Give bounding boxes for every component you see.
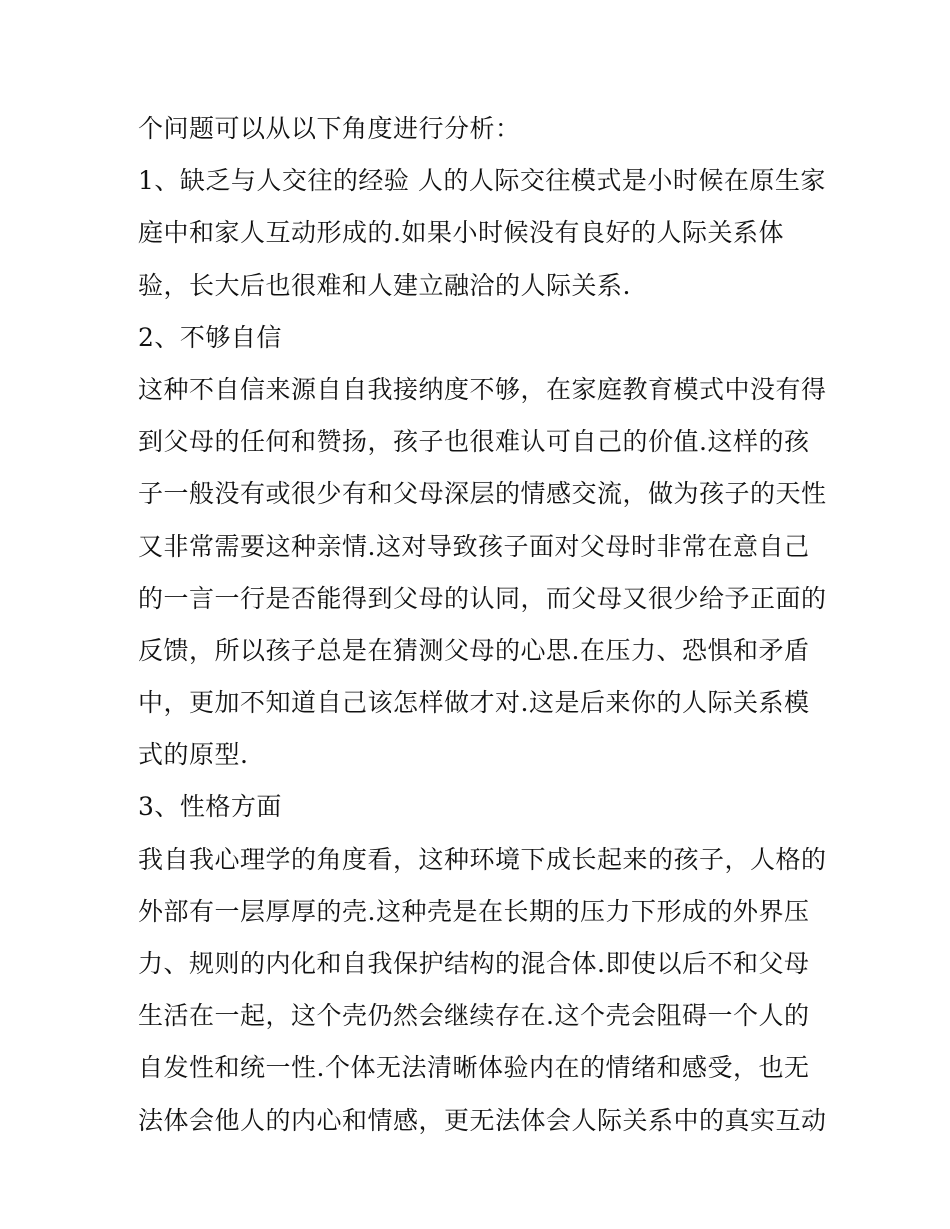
text-line: 式的原型. <box>138 740 249 770</box>
text-line: 庭中和家人互动形成的.如果小时候没有良好的人际关系体 <box>138 218 784 248</box>
text-line: 生活在一起，这个壳仍然会继续存在.这个壳会阻碍一个人的 <box>138 1001 810 1031</box>
document-body <box>138 103 828 1147</box>
intro-line: 个问题可以从以下角度进行分析： <box>138 114 521 143</box>
text-line: 验，长大后也很难和人建立融洽的人际关系. <box>138 270 631 300</box>
section-3-heading: 3、性格方面 <box>138 792 282 822</box>
text-line: 子一般没有或很少有和父母深层的情感交流，做为孩子的天性 <box>138 479 827 509</box>
section-1-heading-line: 1、缺乏与人交往的经验 人的人际交往模式是小时候在原生家 <box>138 166 826 196</box>
text-line: 法体会他人的内心和情感，更无法体会人际关系中的真实互动 <box>138 1105 827 1135</box>
text-line: 自发性和统一性.个体无法清晰体验内在的情绪和感受，也无 <box>138 1053 810 1083</box>
text-line: 中，更加不知道自己该怎样做才对.这是后来你的人际关系模 <box>138 688 810 718</box>
text-line: 又非常需要这种亲情.这对导致孩子面对父母时非常在意自己 <box>138 531 810 561</box>
text-line: 外部有一层厚厚的壳.这种壳是在长期的压力下形成的外界压 <box>138 896 810 926</box>
text-line: 我自我心理学的角度看，这种环境下成长起来的孩子，人格的 <box>138 844 827 874</box>
section-2-heading: 2、不够自信 <box>138 322 282 352</box>
text-line: 的一言一行是否能得到父母的认同，而父母又很少给予正面的 <box>138 583 827 613</box>
text-line: 反馈，所以孩子总是在猜测父母的心思.在压力、恐惧和矛盾 <box>138 635 810 665</box>
text-line: 到父母的任何和赞扬，孩子也很难认可自己的价值.这样的孩 <box>138 427 810 457</box>
text-line: 这种不自信来源自自我接纳度不够，在家庭教育模式中没有得 <box>138 374 827 404</box>
text-line: 力、规则的内化和自我保护结构的混合体.即使以后不和父母 <box>138 949 810 978</box>
